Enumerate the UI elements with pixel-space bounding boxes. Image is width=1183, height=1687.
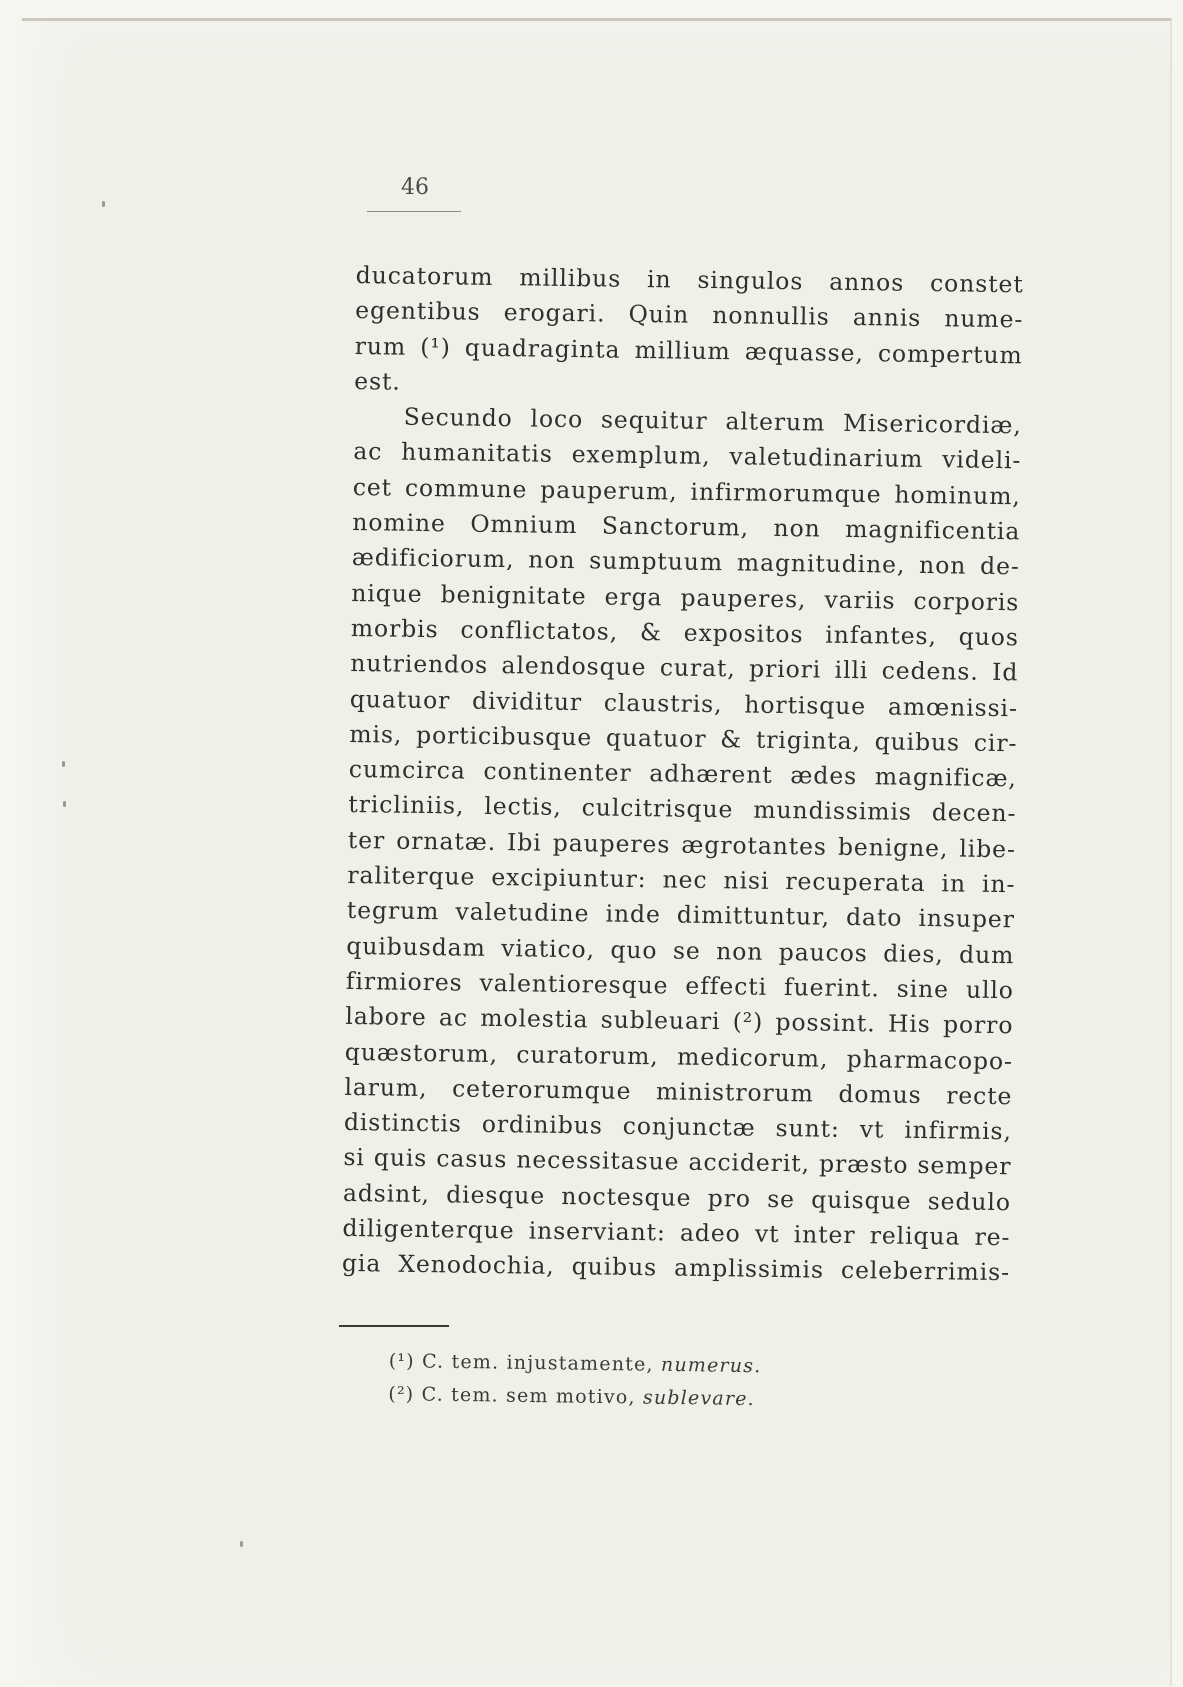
- footnote-term: numerus.: [660, 1353, 762, 1378]
- paper-speck: [63, 801, 66, 807]
- text-line: tricliniis, lectis, culcitrisque mundissimis decen-: [348, 790, 1017, 828]
- text-line: si quis casus necessitasue acciderit, præsto semper: [343, 1143, 1012, 1181]
- page-number: 46: [401, 175, 429, 200]
- text-line: nutriendos alendosque curat, priori illi cedens. Id: [350, 649, 1019, 687]
- text-line: nomine Omnium Sanctorum, non magnificentia: [352, 508, 1021, 546]
- text-line: quatuor dividitur claustris, hortisque amœnissi-: [349, 684, 1018, 722]
- paragraph-2: [342, 399, 1022, 1291]
- text-line: distinctis ordinibus conjunctæ sunt: vt infirmis,: [343, 1108, 1013, 1146]
- paper-speck: [240, 1541, 243, 1547]
- text-line: egentibus erogari. Quin nonnullis annis nume-: [355, 296, 1024, 334]
- text-line: Secundo loco sequitur alterum Misericordiæ,: [403, 402, 1022, 440]
- text-line: nique benignitate erga pauperes, variis corporis: [351, 578, 1020, 616]
- footnotes: [388, 1345, 809, 1417]
- text-line: est.: [354, 366, 401, 396]
- text-line: quibusdam viatico, quo se non paucos dies, dum: [346, 931, 1015, 969]
- text-line: quæstorum, curatorum, medicorum, pharmacopo-: [344, 1037, 1014, 1075]
- paragraph-1: [354, 258, 1024, 409]
- text-line: firmiores valentioresque effecti fuerint. sine ullo: [345, 966, 1015, 1005]
- text-line: tegrum valetudine inde dimittuntur, dato insuper: [346, 896, 1016, 934]
- footnote-text: C. tem. sem motivo,: [421, 1383, 636, 1409]
- footnote-2: [388, 1378, 808, 1417]
- footnote-mark: (¹): [388, 1349, 415, 1373]
- text-line: ædificiorum, non sumptuum magnitudine, non de-: [351, 543, 1020, 581]
- text-line: raliterque excipiuntur: nec nisi recuperata in in-: [347, 860, 1016, 899]
- body-text: [342, 258, 1024, 1291]
- paper-speck: [102, 201, 105, 207]
- text-line: ac humanitatis exemplum, valetudinarium videli-: [353, 437, 1022, 475]
- text-line: diligenterque inserviant: adeo vt inter reliqua re-: [342, 1213, 1011, 1252]
- footnote-text: C. tem. injustamente,: [421, 1350, 654, 1376]
- text-line: cet commune pauperum, infirmorumque hominum,: [352, 472, 1021, 511]
- text-line: rum (¹) quadraginta millium æquasse, compertum: [354, 331, 1023, 369]
- text-line: labore ac molestia subleuari (²) possint. His porro: [345, 1002, 1014, 1040]
- text-line: larum, ceterorumque ministrorum domus recte: [344, 1072, 1013, 1111]
- text-line: ducatorum millibus in singulos annos constet: [355, 260, 1024, 299]
- text-line: mis, porticibusque quatuor & triginta, quibus cir-: [349, 719, 1018, 758]
- text-line: adsint, diesque noctesque pro se quisque sedulo: [342, 1178, 1012, 1216]
- text-line: gia Xenodochia, quibus amplissimis celeberrimis-: [341, 1249, 1011, 1287]
- text-line: morbis conflictatos, & expositos infantes, quos: [350, 613, 1019, 652]
- text-line: cumcirca continenter adhærent ædes magnificæ,: [348, 755, 1017, 793]
- page-number-rule: [367, 211, 461, 212]
- text-line: ter ornatæ. Ibi pauperes ægrotantes benigne, libe-: [347, 825, 1017, 864]
- paper-speck: [62, 761, 65, 767]
- footnote-rule: [339, 1325, 449, 1327]
- footnote-mark: (²): [388, 1382, 415, 1406]
- footnote-term: sublevare.: [642, 1386, 756, 1411]
